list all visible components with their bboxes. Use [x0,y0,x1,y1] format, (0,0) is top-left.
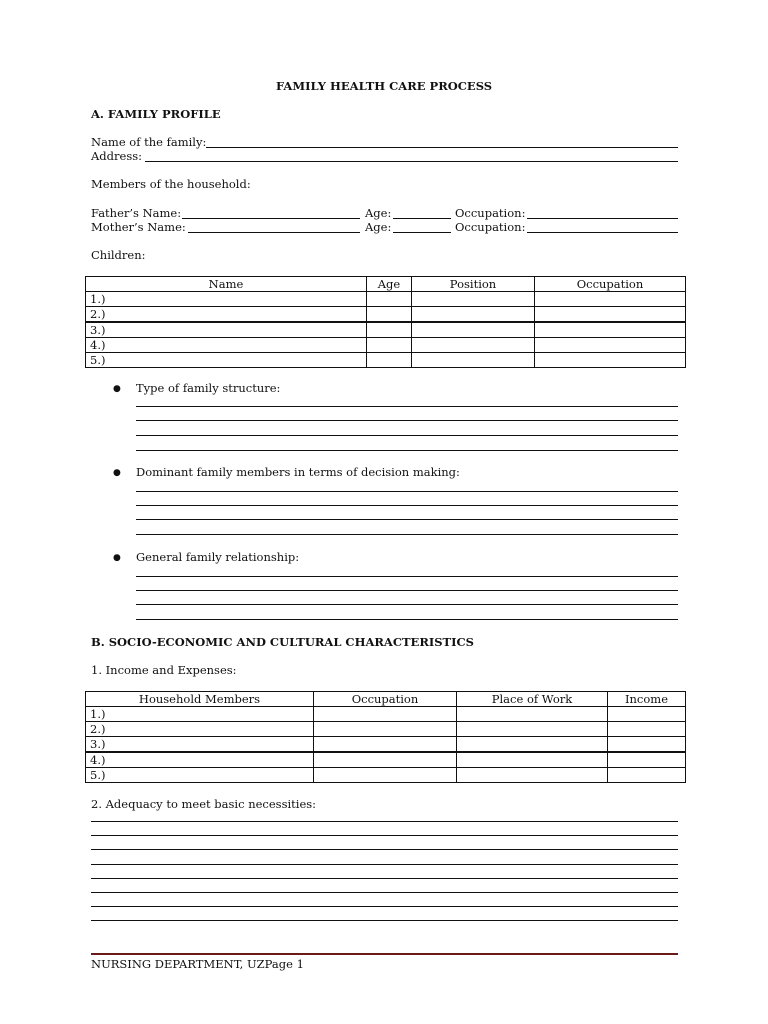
row-number: 2.) [86,722,314,737]
table-row [86,752,686,768]
income-header-occupation: Occupation [314,692,457,707]
answer-line[interactable] [136,534,678,535]
table-row [86,768,686,783]
children-table [85,276,686,368]
mother-occupation-label: Occupation: [455,220,526,234]
table-cell[interactable] [412,353,535,368]
table-cell[interactable] [314,768,457,783]
income-table [85,691,686,783]
table-cell[interactable] [412,322,535,338]
answer-line[interactable] [136,519,678,520]
answer-line[interactable] [91,892,678,893]
father-occupation-field[interactable] [527,218,678,219]
decision-making-label: Dominant family members in terms of decision making: [136,465,460,479]
children-header-name: Name [86,277,367,292]
table-row [86,722,686,737]
mother-age-field[interactable] [393,232,451,233]
table-cell[interactable] [314,722,457,737]
children-header-age: Age [367,277,412,292]
page-title: FAMILY HEALTH CARE PROCESS [275,79,493,93]
row-number: 1.) [86,292,367,307]
row-number: 5.) [86,353,367,368]
table-cell[interactable] [608,737,686,753]
table-cell[interactable] [535,353,686,368]
address-field[interactable] [145,161,678,162]
father-age-field[interactable] [393,218,451,219]
name-of-family-label: Name of the family: [91,135,207,149]
answer-line[interactable] [136,491,678,492]
table-row [86,322,686,338]
answer-line[interactable] [136,450,678,451]
table-cell[interactable] [457,737,608,753]
bullet-icon: ● [113,553,121,563]
table-cell[interactable] [367,292,412,307]
address-label: Address: [91,149,143,163]
answer-line[interactable] [136,590,678,591]
table-cell[interactable] [535,307,686,323]
row-number: 1.) [86,707,314,722]
answer-line[interactable] [91,906,678,907]
income-header-members: Household Members [86,692,314,707]
answer-line[interactable] [91,920,678,921]
section-a-heading: A. FAMILY PROFILE [91,107,221,121]
father-age-label: Age: [365,206,392,220]
answer-line[interactable] [91,864,678,865]
table-cell[interactable] [608,768,686,783]
income-expenses-label: 1. Income and Expenses: [91,663,237,677]
answer-line[interactable] [91,849,678,850]
table-cell[interactable] [314,737,457,753]
table-row [86,292,686,307]
answer-line[interactable] [136,604,678,605]
bullet-icon: ● [113,384,121,394]
fathers-name-label: Father’s Name: [91,206,182,220]
table-row [86,707,686,722]
table-cell[interactable] [608,722,686,737]
income-header-income: Income [608,692,686,707]
row-number: 3.) [86,322,367,338]
answer-line[interactable] [136,505,678,506]
table-cell[interactable] [367,353,412,368]
father-occupation-label: Occupation: [455,206,526,220]
row-number: 2.) [86,307,367,323]
table-cell[interactable] [457,707,608,722]
row-number: 4.) [86,752,314,768]
answer-line[interactable] [91,821,678,822]
table-cell[interactable] [367,338,412,353]
footer-text: NURSING DEPARTMENT, UZPage 1 [91,957,304,971]
children-label: Children: [91,248,146,262]
row-number: 4.) [86,338,367,353]
section-b-heading: B. SOCIO-ECONOMIC AND CULTURAL CHARACTERISTICS [91,635,474,649]
table-cell[interactable] [535,338,686,353]
children-header-position: Position [412,277,535,292]
table-cell[interactable] [457,722,608,737]
answer-line[interactable] [136,406,678,407]
adequacy-label: 2. Adequacy to meet basic necessities: [91,797,317,811]
answer-line[interactable] [136,420,678,421]
table-cell[interactable] [608,752,686,768]
table-cell[interactable] [367,322,412,338]
answer-line[interactable] [136,576,678,577]
table-cell[interactable] [457,768,608,783]
bullet-icon: ● [113,468,121,478]
family-structure-label: Type of family structure: [136,381,281,395]
table-cell[interactable] [457,752,608,768]
answer-line[interactable] [136,619,678,620]
table-row [86,338,686,353]
name-of-family-field[interactable] [206,147,678,148]
table-cell[interactable] [367,307,412,323]
income-header-place-of-work: Place of Work [457,692,608,707]
mothers-name-label: Mother’s Name: [91,220,186,234]
children-header-occupation: Occupation [535,277,686,292]
mothers-name-field[interactable] [188,232,360,233]
answer-line[interactable] [91,835,678,836]
table-cell[interactable] [608,707,686,722]
family-relationship-label: General family relationship: [136,550,300,564]
fathers-name-field[interactable] [182,218,360,219]
table-row [86,353,686,368]
mother-occupation-field[interactable] [527,232,678,233]
answer-line[interactable] [136,435,678,436]
table-cell[interactable] [412,338,535,353]
table-cell[interactable] [314,752,457,768]
table-row [86,737,686,753]
table-row [86,307,686,323]
mother-age-label: Age: [365,220,392,234]
row-number: 5.) [86,768,314,783]
table-cell[interactable] [535,292,686,307]
members-label: Members of the household: [91,177,251,191]
footer-rule [91,953,678,955]
table-cell[interactable] [412,307,535,323]
answer-line[interactable] [91,878,678,879]
table-cell[interactable] [412,292,535,307]
row-number: 3.) [86,737,314,753]
table-cell[interactable] [314,707,457,722]
table-cell[interactable] [535,322,686,338]
